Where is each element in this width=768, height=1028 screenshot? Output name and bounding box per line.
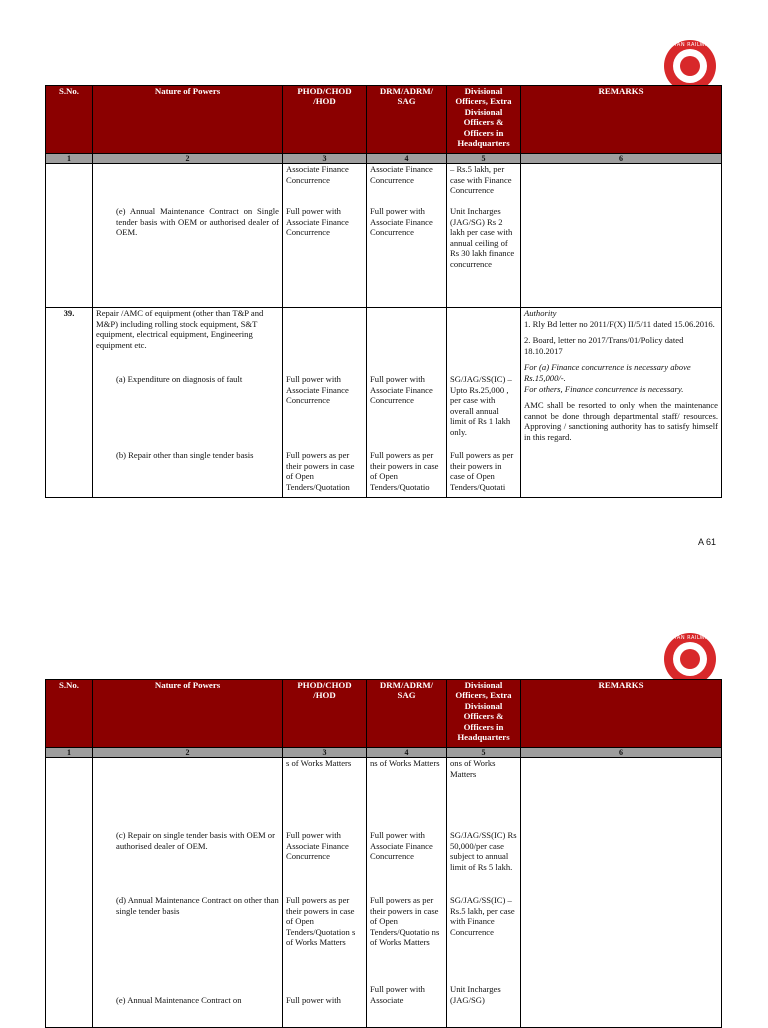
item-d-drm: Full powers as per their powers in case of Open Tenders/Quotatio ns of Works Matters (370, 895, 440, 948)
column-number-row (46, 154, 722, 164)
header-divisional: Divisional Officers, Extra Divisional Officers & Officers in Headquarters (447, 86, 521, 154)
header-phod: PHOD/CHOD /HOD (283, 86, 367, 154)
colnum-2: 2 (93, 154, 283, 164)
item-e-divisional: Unit Incharges (JAG/SG) (450, 984, 501, 1005)
header-nature: Nature of Powers (93, 86, 283, 154)
item-c-drm: Full power with Associate Finance Concurrence (370, 830, 433, 862)
item-e-text: (e) Annual Maintenance Contract on Single tender basis with OEM or authorised dealer of OEM. (116, 206, 279, 238)
remarks-cell (521, 164, 722, 308)
header-sno: S.No. (46, 86, 93, 154)
indian-railways-logo-icon (664, 633, 716, 685)
remarks-cell (521, 308, 722, 498)
header-row (46, 86, 722, 154)
item-c-text: (c) Repair on single tender basis with OEM or authorised dealer of OEM. (116, 830, 275, 851)
table-row (46, 758, 722, 1028)
header-drm: DRM/ADRM/ SAG (367, 680, 447, 748)
colnum-1: 1 (46, 748, 93, 758)
powers-table-page-1 (45, 85, 722, 498)
colnum-5: 5 (447, 154, 521, 164)
item-a-phod: Full power with Associate Finance Concurrence (286, 374, 349, 406)
item-c-phod: Full power with Associate Finance Concurrence (286, 830, 349, 862)
drm-cell (367, 758, 447, 1028)
table-row (46, 308, 722, 498)
remarks-amc: AMC shall be resorted to only when the maintenance cannot be done through departmental staff/ resources. Approving / sanctioning authority has to satisfy himself in this regard. (524, 400, 718, 442)
item-a-divisional: SG/JAG/SS(IC) – Upto Rs.25,000 , per case with overall annual limit of Rs 1 lakh only. (450, 374, 512, 437)
item-c-divisional: SG/JAG/SS(IC) Rs 50,000/per case subject to annual limit of Rs 5 lakh. (450, 830, 517, 872)
item-e-phod: Full power with Associate Finance Concurrence (286, 206, 349, 238)
drm-cell (367, 308, 447, 498)
item-b-text: (b) Repair other than single tender basis (116, 450, 254, 460)
colnum-4: 4 (367, 154, 447, 164)
item-d-phod: Full powers as per their powers in case of Open Tenders/Quotation s of Works Matters (286, 895, 356, 948)
cont-text: ns of Works Matters (370, 758, 440, 768)
header-remarks: REMARKS (521, 86, 722, 154)
header-row (46, 680, 722, 748)
remarks-authority: Authority (524, 308, 557, 318)
item-e-drm: Full power with Associate Finance Concurrence (370, 206, 433, 238)
remarks-ref-1: 1. Rly Bd letter no 2011/F(X) II/5/11 dated 15.06.2016. (524, 318, 715, 329)
logo-text: INDIAN RAILWAYS (664, 635, 716, 641)
column-number-row (46, 748, 722, 758)
cont-text: Associate Finance Concurrence (286, 164, 349, 185)
sno-cell (46, 164, 93, 308)
remarks-ref-2: 2. Board, letter no 2017/Trans/01/Policy dated 18.10.2017 (524, 335, 684, 356)
drm-cell (367, 164, 447, 308)
nature-cell (93, 164, 283, 308)
page-number: A 61 (698, 537, 717, 547)
remarks-finance-others: For others, Finance concurrence is necessary. (524, 383, 684, 394)
item-e-phod: Full power with (286, 995, 341, 1005)
item-b-drm: Full powers as per their powers in case of Open Tenders/Quotatio (370, 450, 439, 492)
colnum-6: 6 (521, 154, 722, 164)
item-e-divisional: Unit Incharges (JAG/SG) Rs 2 lakh per case with annual ceiling of Rs 30 lakh finance concurrence (450, 206, 515, 269)
colnum-4: 4 (367, 748, 447, 758)
cont-text: Associate Finance Concurrence (370, 164, 433, 185)
header-drm: DRM/ADRM/ SAG (367, 86, 447, 154)
nature-cell (93, 758, 283, 1028)
remarks-cell (521, 758, 722, 1028)
table-row (46, 164, 722, 308)
item-e-drm: Full power with Associate (370, 984, 425, 1005)
item-d-text: (d) Annual Maintenance Contract on other than single tender basis (116, 895, 279, 916)
powers-table-page-2 (45, 679, 722, 1028)
item-e-text: (e) Annual Maintenance Contract on (116, 995, 242, 1005)
divisional-cell (447, 758, 521, 1028)
item-a-drm: Full power with Associate Finance Concurrence (370, 374, 433, 406)
header-phod: PHOD/CHOD /HOD (283, 680, 367, 748)
logo-text: INDIAN RAILWAYS (664, 42, 716, 48)
header-divisional: Divisional Officers, Extra Divisional Officers & Officers in Headquarters (447, 680, 521, 748)
row39-title: Repair /AMC of equipment (other than T&P and M&P) including rolling stock equipment, S&T equipment, electrical equipment, Engineering equipment etc. (96, 308, 264, 350)
colnum-2: 2 (93, 748, 283, 758)
header-remarks: REMARKS (521, 680, 722, 748)
sno-cell (46, 758, 93, 1028)
nature-cell (93, 308, 283, 498)
item-d-divisional: SG/JAG/SS(IC) – Rs.5 lakh, per case with Finance Concurrence (450, 895, 515, 937)
item-b-phod: Full powers as per their powers in case of Open Tenders/Quotation (286, 450, 355, 492)
remarks-finance-a: For (a) Finance concurrence is necessary above Rs.15,000/-. (524, 362, 691, 383)
cont-text: – Rs.5 lakh, per case with Finance Concurrence (450, 164, 512, 196)
colnum-3: 3 (283, 748, 367, 758)
item-a-text: (a) Expenditure on diagnosis of fault (116, 374, 243, 384)
cont-text: s of Works Matters (286, 758, 352, 768)
sno-39: 39. (46, 308, 93, 498)
item-b-divisional: Full powers as per their powers in case of Open Tenders/Quotati (450, 450, 514, 492)
divisional-cell (447, 164, 521, 308)
header-nature: Nature of Powers (93, 680, 283, 748)
divisional-cell (447, 308, 521, 498)
colnum-3: 3 (283, 154, 367, 164)
phod-cell (283, 308, 367, 498)
colnum-1: 1 (46, 154, 93, 164)
colnum-5: 5 (447, 748, 521, 758)
cont-text: ons of Works Matters (450, 758, 496, 779)
phod-cell (283, 758, 367, 1028)
colnum-6: 6 (521, 748, 722, 758)
phod-cell (283, 164, 367, 308)
header-sno: S.No. (46, 680, 93, 748)
